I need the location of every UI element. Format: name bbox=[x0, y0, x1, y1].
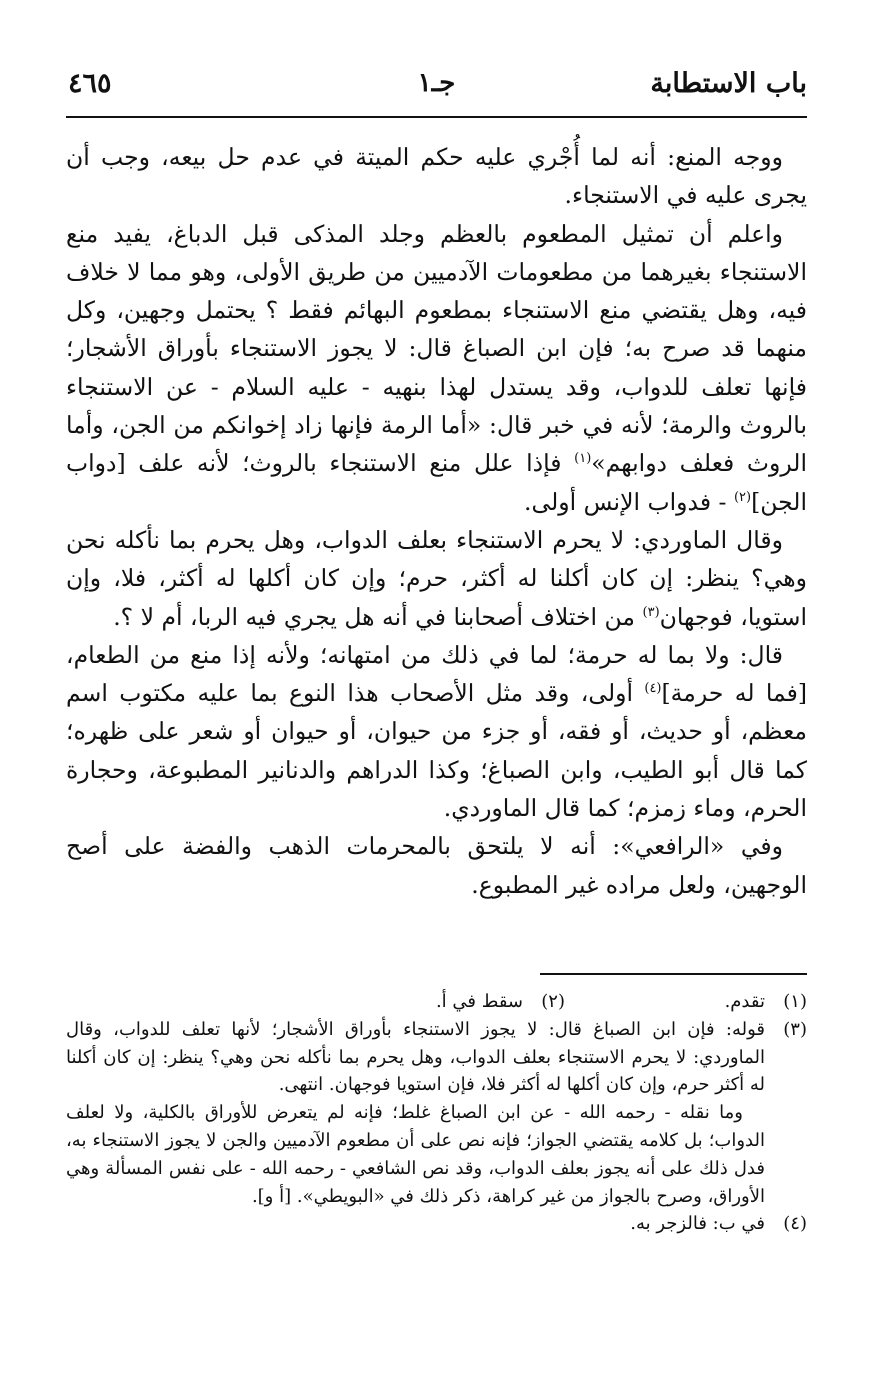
paragraph-5-text: وفي «الرافعي»: أنه لا يلتحق بالمحرمات الذهب والفضة على أصح الوجهين، ولعل مراده غير المطبوع. bbox=[66, 832, 807, 899]
header-divider bbox=[66, 116, 807, 118]
footnote-1-text: تقدم. bbox=[724, 991, 765, 1012]
paragraph-4-text-a: قال: ولا بما له حرمة؛ لما في ذلك من امتهانه؛ ولأنه إذا منع من الطعام، [فما له حرمة] bbox=[66, 640, 807, 708]
paragraph-2-text-a: واعلم أن تمثيل المطعوم بالعظم وجلد المذكى قبل الدباغ، يفيد منع الاستنجاء بغيرهما من مطعومات الآدميين من طريق الأولى، وهو مما لا خلاف فيه، وهل يقتضي منع الاستنجاء بمطعوم البهائم فقط ؟ يحتمل وجهين، وكل منهما قد صرح به؛ فإن ابن الصباغ قال: لا يجوز الاستنجاء بأوراق الأشجار؛ فإنها تعلف للدواب، وقد يستدل لهذا بنهيه - عليه السلام - عن الاستنجاء بالروث والرمة؛ لأنه في خبر قال: «أما الرمة فإنها زاد إخوانكم من الجن، وأما الروث فعلف دوابهم» bbox=[66, 219, 807, 478]
main-text bbox=[66, 138, 807, 904]
footnotes bbox=[66, 988, 807, 1238]
footnote-4-text: في ب: فالزجر به. bbox=[630, 1213, 765, 1235]
footnote-2-number: (٢) bbox=[541, 991, 565, 1012]
footnote-ref-3: (٣) bbox=[642, 604, 660, 620]
footnote-3-continuation: وما نقله - رحمه الله - عن ابن الصباغ غلط؛ فإنه لم يتعرض للأوراق بالكلية، ولا لعلف الدواب؛ بل كلامه يقتضي الجواز؛ فإنه نص على أن مطعوم الآدميين والجن لا يجوز الاستنجاء به، فدل ذلك على أنه يجوز بعلف الدواب، وقد نص الشافعي - رحمه الله - على نفس المسألة وهي الأوراق، وصرح بالجواز من غير كراهة، ذكر ذلك في «البويطي». [أ و]. bbox=[66, 1102, 765, 1207]
footnote-ref-2: (٢) bbox=[733, 489, 752, 505]
chapter-title: باب الاستطابة bbox=[650, 68, 807, 99]
paragraph-2-text-b: فإذا علل منع الاستنجاء بالروث؛ لأنه علف [دواب الجن] bbox=[66, 449, 807, 516]
footnote-ref-4: (٤) bbox=[644, 681, 662, 697]
page-header bbox=[66, 62, 807, 112]
paragraph-5 bbox=[66, 827, 807, 904]
paragraph-2 bbox=[66, 215, 807, 521]
footnote-3-body bbox=[66, 1016, 765, 1211]
paragraph-3-text-b: من اختلاف أصحابنا في أنه هل يجري فيه الربا، أم لا ؟. bbox=[113, 602, 643, 631]
paragraph-2-text-c: - فدواب الإنس أولى. bbox=[524, 487, 734, 516]
footnote-4-number: (٤) bbox=[783, 1213, 807, 1235]
paragraph-4 bbox=[66, 636, 807, 827]
paragraph-3 bbox=[66, 521, 807, 636]
footnote-1-2 bbox=[66, 988, 807, 1016]
page-number: ٤٦٥ bbox=[68, 68, 112, 99]
footnote-2-text: سقط في أ. bbox=[435, 991, 523, 1012]
footnote-4 bbox=[66, 1210, 807, 1238]
paragraph-1-text: ووجه المنع: أنه لما أُجْري عليه حكم الميتة في عدم حل بيعه، وجب أن يجرى عليه في الاستنجاء. bbox=[66, 143, 807, 210]
footnote-divider bbox=[540, 973, 807, 975]
footnote-1-number: (١) bbox=[783, 991, 807, 1012]
volume-label: جـ١ bbox=[417, 68, 456, 98]
footnote-ref-1: (١) bbox=[574, 451, 592, 467]
footnote-3-number: (٣) bbox=[783, 1018, 807, 1040]
paragraph-3-text-a: وقال الماوردي: لا يحرم الاستنجاء بعلف الدواب، وهل يحرم بما نأكله نحن وهي؟ ينظر: إن كان أكلنا له أكثر، حرم؛ وإن كان أكلها له أكثر، فلا، وإن استويا، فوجهان bbox=[66, 525, 807, 631]
paragraph-4-text-b: أولى، وقد مثل الأصحاب هذا النوع بما عليه مكتوب اسم معظم، أو حديث، أو فقه، أو جزء من حيوان، أو حيوان أو شعر على ظهره؛ كما قال أبو الطيب، وابن الصباغ؛ وكذا الدراهم والدنانير المطبوعة، وحجارة الحرم، وماء زمزم؛ كما قال الماوردي. bbox=[66, 679, 807, 823]
footnote-3-text: قوله: فإن ابن الصباغ قال: لا يجوز الاستنجاء بأوراق الأشجار؛ لأنها تعلف للدواب، وقال الماوردي: لا يحرم الاستنجاء بعلف الدواب، وهل يحرم بما نأكله نحن وهي؟ ينظر: إن كان أكلنا له أكثر حرم، وإن كان أكلها له أكثر فلا، فإن استويا فوجهان. انتهى. bbox=[66, 1018, 765, 1096]
footnote-3 bbox=[66, 1016, 807, 1211]
paragraph-1 bbox=[66, 138, 807, 215]
